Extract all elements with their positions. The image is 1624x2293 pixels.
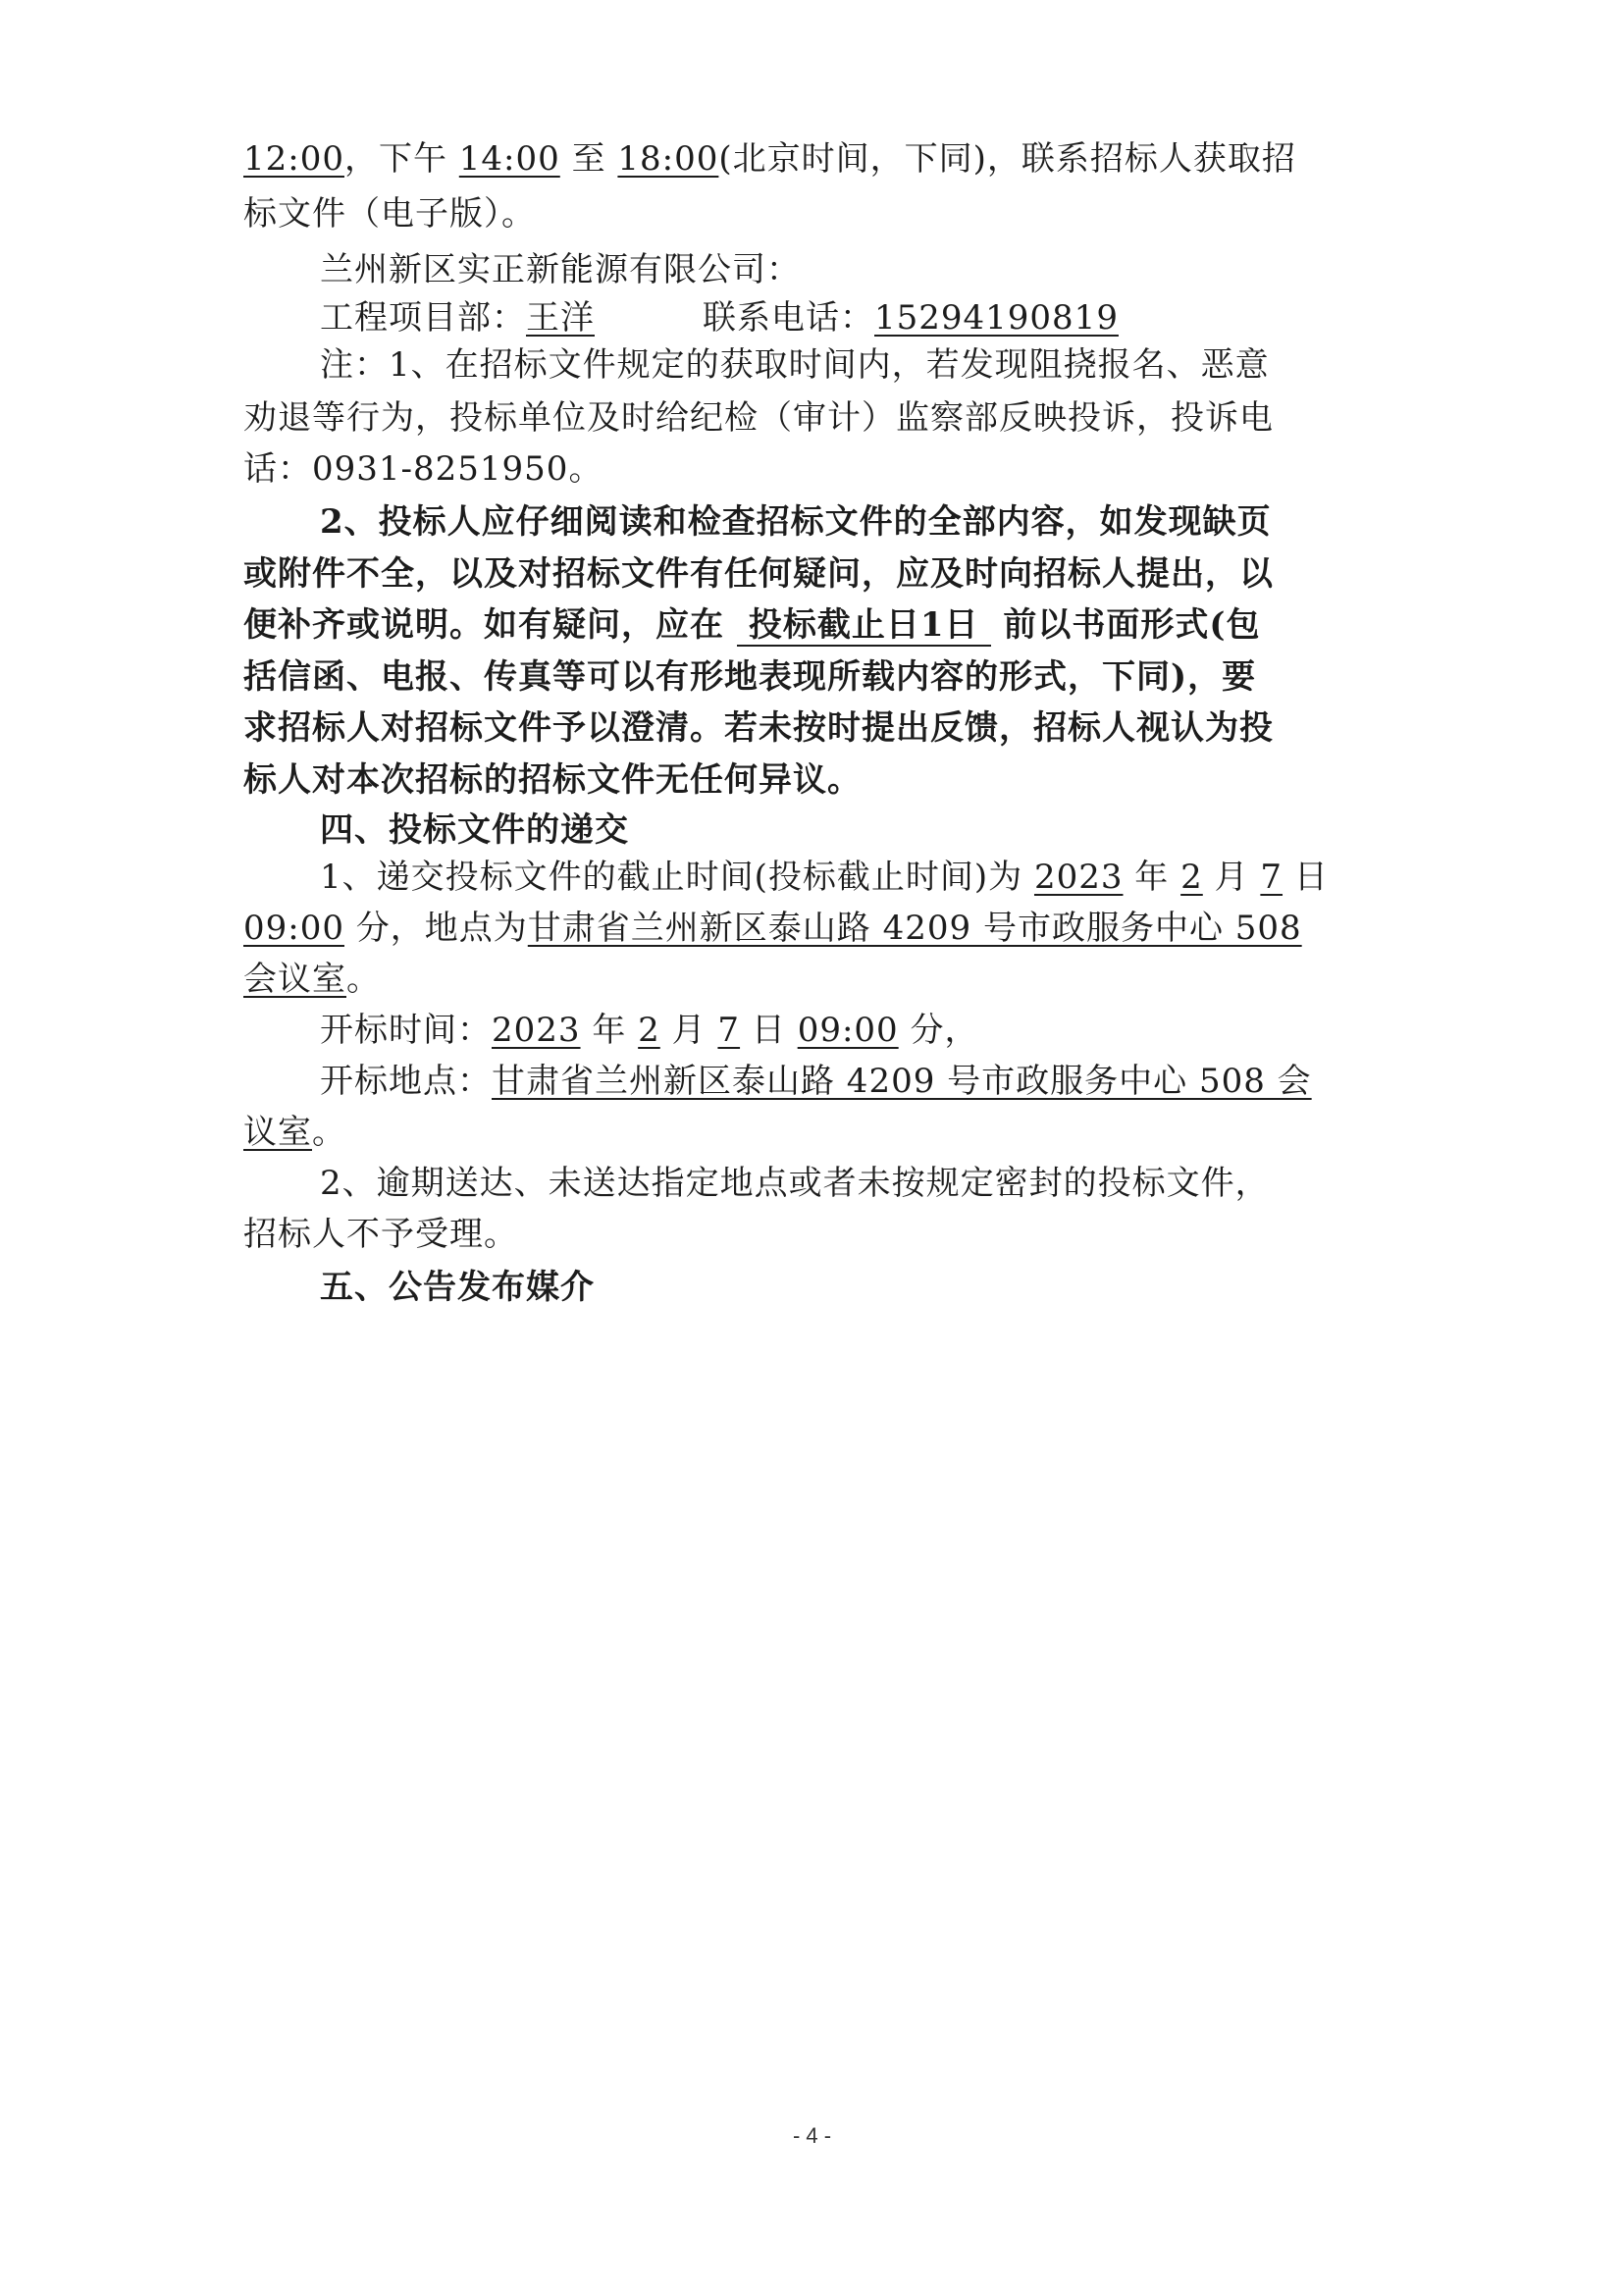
paragraph-line: 1、递交投标文件的截止时间(投标截止时间)为 2023 年 2 月 7 日 xyxy=(320,858,1329,897)
time-afternoon-start: 14:00 xyxy=(458,139,560,179)
section-heading: 四、投标文件的递交 xyxy=(320,810,629,850)
time-afternoon-end: 18:00 xyxy=(617,139,719,179)
paragraph-line: 注：1、在招标文件规定的获取时间内，若发现阻挠报名、恶意 xyxy=(320,345,1270,385)
contact-person: 王洋 xyxy=(526,298,595,338)
opening-location: 开标地点：甘肃省兰州新区泰山路 4209 号市政服务中心 508 会 xyxy=(320,1062,1312,1101)
paragraph-line: 括信函、电报、传真等可以有形地表现所载内容的形式，下同)，要 xyxy=(243,657,1257,697)
deadline-blank: 投标截止日1日 xyxy=(737,605,991,647)
page-number: - 4 - xyxy=(792,2123,832,2148)
paragraph-line: 标人对本次招标的招标文件无任何异议。 xyxy=(243,760,862,800)
contact-line: 工程项目部：王洋 联系电话：15294190819 xyxy=(320,298,1119,338)
paragraph-line: 便补齐或说明。如有疑问，应在 投标截止日1日 前以书面形式(包 xyxy=(243,605,1261,645)
opening-time: 开标时间：2023 年 2 月 7 日 09:00 分， xyxy=(320,1011,979,1050)
paragraph-line: 2、投标人应仔细阅读和检查招标文件的全部内容，如发现缺页 xyxy=(320,502,1272,542)
time-start: 12:00 xyxy=(243,139,344,179)
paragraph-line: 议室。 xyxy=(243,1113,346,1152)
paragraph-line: 2、逾期送达、未送达指定地点或者未按规定密封的投标文件， xyxy=(320,1164,1270,1203)
paragraph-line: 会议室。 xyxy=(243,960,381,999)
paragraph-line: 话：0931-8251950。 xyxy=(243,449,603,489)
paragraph-line: 09:00 分，地点为甘肃省兰州新区泰山路 4209 号市政服务中心 508 xyxy=(243,909,1302,948)
paragraph-line: 招标人不予受理。 xyxy=(243,1215,518,1254)
paragraph-line: 标文件（电子版）。 xyxy=(243,194,536,234)
contact-phone: 15294190819 xyxy=(874,298,1119,338)
company-name: 兰州新区实正新能源有限公司： xyxy=(320,250,801,289)
paragraph-line: 求招标人对招标文件予以澄清。若未按时提出反馈，招标人视认为投 xyxy=(243,708,1274,748)
paragraph-line: 劝退等行为，投标单位及时给纪检（审计）监察部反映投诉，投诉电 xyxy=(243,398,1274,438)
venue-address: 甘肃省兰州新区泰山路 4209 号市政服务中心 508 xyxy=(527,909,1302,948)
section-heading: 五、公告发布媒介 xyxy=(320,1268,595,1307)
paragraph-line: 或附件不全，以及对招标文件有任何疑问，应及时向招标人提出，以 xyxy=(243,554,1274,594)
paragraph-line: 12:00，下午 14:00 至 18:00(北京时间，下同)，联系招标人获取招 xyxy=(243,139,1296,179)
